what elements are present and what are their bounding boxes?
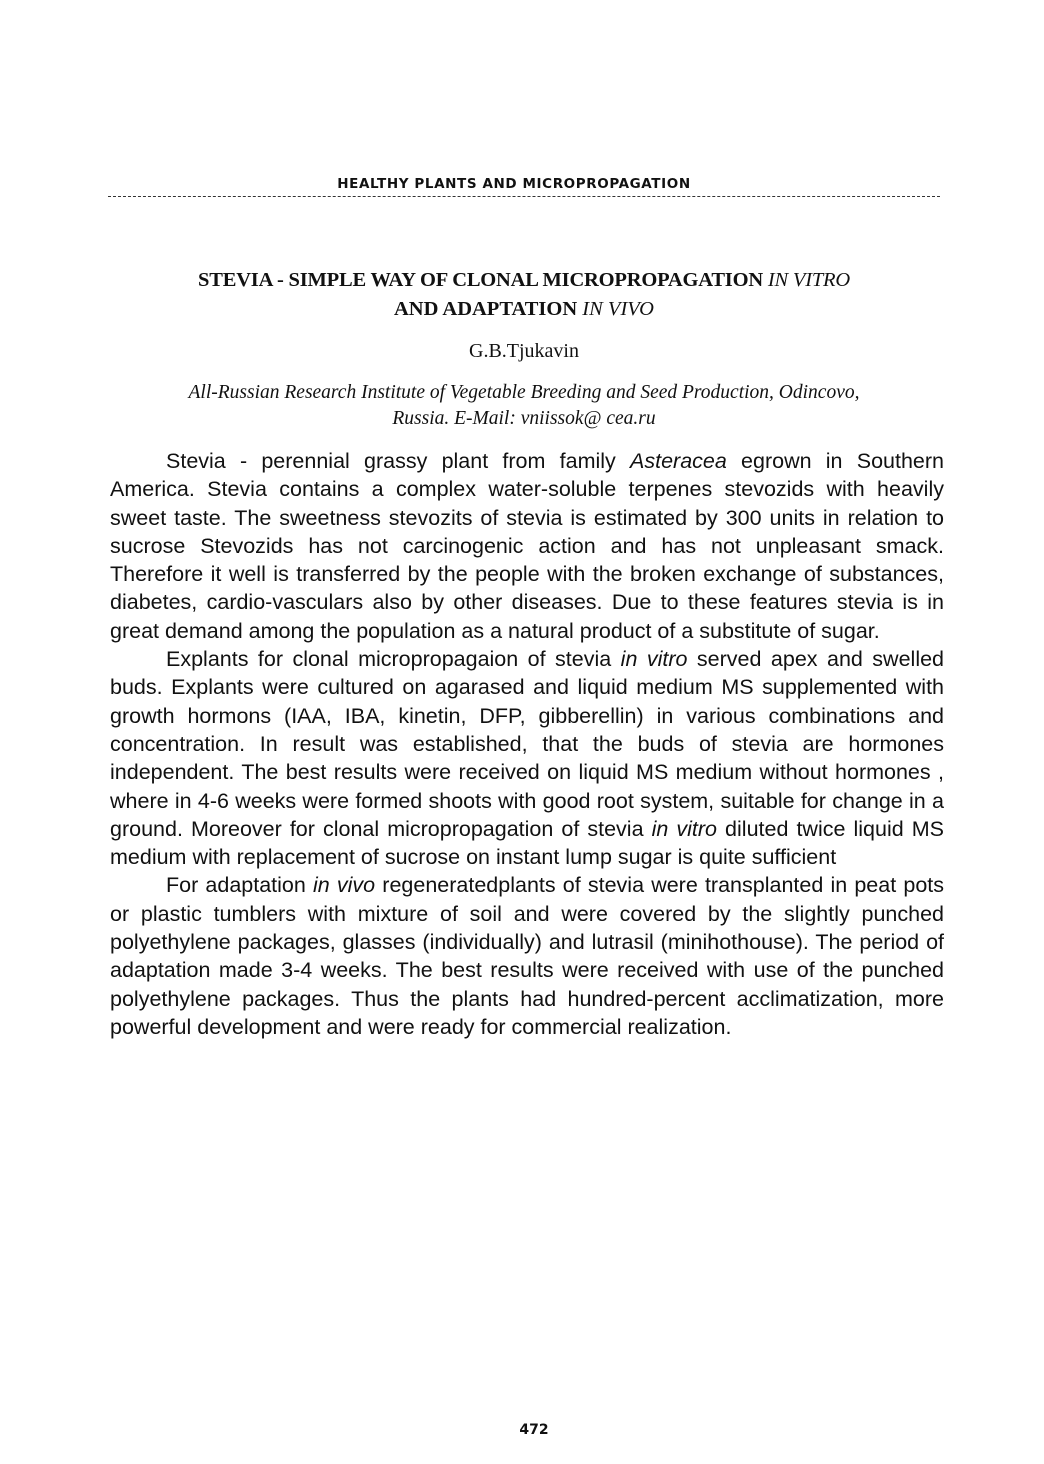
- paragraph-3-text-c: regeneratedplants of stevia were transplanted in peat pots or plastic tumblers with mixture of soil and were covered by the slightly punched polyethylene packages, glasses (individually) and lutrasil (minihothouse). The period of adaptation made 3-4 weeks. The best results were received with use of the punched polyethylene packages. Thus the plants had hundred-percent acclimatization, more powerful development and were ready for commercial realization.: [110, 873, 944, 1039]
- paragraph-2-text-a: Explants for clonal micropropagaion of stevia: [166, 647, 621, 672]
- header-rule: [108, 196, 940, 197]
- affiliation-line-2: Russia. E-Mail: vniissok@ cea.ru: [392, 408, 656, 429]
- title-line-1-text: STEVIA - SIMPLE WAY OF CLONAL MICROPROPAGATION: [198, 269, 768, 291]
- paragraph-1-italic-species: Asteracea: [630, 449, 727, 473]
- paragraph-1-text-c: egrown in Southern America. Stevia contains a complex water-soluble terpenes stevozids with heavily sweet taste. The sweetness stevozits of stevia is estimated by 300 units in relation to sucrose Stevozids has not carcinogenic action and has not unpleasant smack. Therefore it well is transferred by the people with the broken exchange of substances, diabetes, cardio-vasculars also by other diseases. Due to these features stevia is in great demand among the population as a natural product of a substitute of sugar.: [110, 449, 944, 643]
- running-header-text: HEALTHY PLANTS AND MICROPROPAGATION: [337, 176, 691, 192]
- paragraph-2-italic-2: in vitro: [651, 816, 717, 841]
- page-number: [108, 1422, 940, 1438]
- title-line-2: [108, 295, 940, 324]
- paragraph-1-text-a: Stevia - perennial grassy plant from family: [166, 449, 631, 473]
- affiliation-line-1: All-Russian Research Institute of Vegetable Breeding and Seed Production, Odincovo,: [188, 382, 860, 403]
- title-line-2-text: AND ADAPTATION: [393, 298, 583, 320]
- title-line-1-italic: IN VITRO: [767, 269, 850, 291]
- paragraph-2-italic-1: in vitro: [620, 647, 688, 672]
- body-text: [110, 447, 944, 1041]
- paragraph-2-text-e: diluted twice liquid MS medium with replacement of sucrose on instant lump sugar is quite sufficient: [110, 816, 945, 870]
- paragraph-1: [110, 447, 944, 645]
- title-line-2-italic: IN VIVO: [582, 298, 654, 320]
- paragraph-3-italic: in vivo: [313, 873, 376, 898]
- affiliation: [108, 380, 940, 432]
- article-title: [108, 266, 940, 324]
- author: G.B.Tjukavin: [469, 340, 579, 362]
- running-header: [108, 176, 940, 192]
- title-line-1: [108, 266, 940, 295]
- page-number-text: 472: [519, 1422, 549, 1438]
- paragraph-2-text-c: served apex and swelled buds. Explants were cultured on agarased and liquid medium MS supplemented with growth hormons (IAA, IBA, kinetin, DFP, gibberellin) in various combinations and concentration. In result was established, that the buds of stevia are hormones independent. The best results were received on liquid MS medium without hormones , where in 4-6 weeks were formed shoots with good root system, suitable for change in a ground. Moreover for clonal micropropagation of stevia: [110, 647, 945, 841]
- paragraph-2: [110, 645, 944, 871]
- paragraph-3: [110, 871, 944, 1041]
- paragraph-3-text-a: For adaptation: [166, 873, 313, 898]
